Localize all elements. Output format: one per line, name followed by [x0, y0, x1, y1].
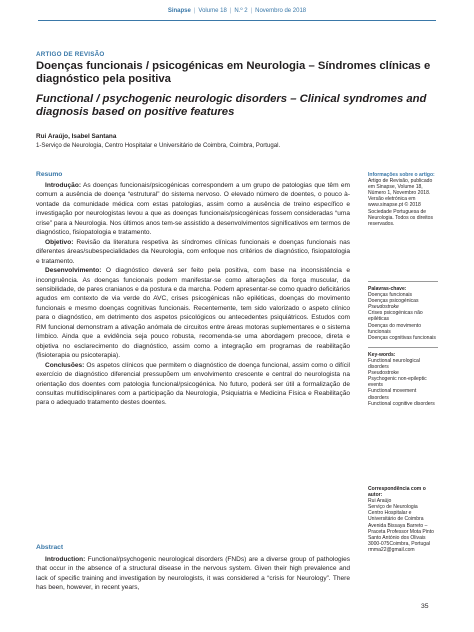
journal-volume: Volume 18: [198, 8, 227, 14]
keywords-box: [368, 275, 438, 407]
paragraph-lead: Desenvolvimento:: [45, 267, 102, 275]
resumo-body: [36, 181, 350, 408]
keyword-pt: Doenças do movimento funcionais: [368, 322, 422, 335]
keyword-en: Functional cognitive disorders: [368, 400, 435, 407]
sidebar-divider: [368, 281, 438, 282]
keyword-en: Functional neurological disorders: [368, 357, 420, 371]
running-head: Sinapse | Volume 18 | N.º 2 | Novembro de 2018: [167, 8, 307, 14]
keyword-pt: Doenças funcionais: [368, 292, 413, 299]
keyword-en: Functional movement disorders: [368, 388, 417, 401]
paragraph-text: O diagnóstico deverá ser feito pela positiva, com base na inconsistência e incongruência. As doenças funcionais podem manifestar-se como alterações da força muscular, da sensibilidade, de pares cranianos e da postura e da marcha. Podem apresentar-se como quadro deficitários agudos em contexto de via verde do AVC, crises psicogénicas não epiléticas, doenças do movimento funcionais e mesmo doenças cognitivas funcionais. Recentemente, tem sido valorizado o aspeto clínico para o diagnóstico, em detrimento dos aspetos psicológicos ou antecedentes psiquiátricos. Estudos com RM funcional demonstram a ativação anómala de circuitos entre áreas motoras suplementares e o sistema límbico. Ainda que a evidência seja pouco robusta, recomenda-se uma abordagem precoce, direta e objetiva no esclarecimento do diagnóstico, assim como a integração em programas de reabilitação (fisioterapia ou psicoterapia).: [36, 267, 350, 360]
resumo-paragraph-desenvolvimento: [36, 266, 350, 361]
keyword-pt: Doenças cognitivas funcionais: [368, 334, 436, 341]
correspondence-line: 3000-075Coimbra, Portugal: [368, 540, 431, 547]
abstract-paragraph-introduction: [36, 555, 350, 593]
page-number: 35: [421, 603, 429, 610]
resumo-paragraph-conclusoes: [36, 361, 350, 408]
resumo-paragraph-objetivo: [36, 238, 350, 266]
paragraph-text: Functional/psychogenic neurological disorders (FNDs) are a diverse group of pathologies that occur in the absence of a structural disease in the nervous system. Given their high prevalence and lack of specific training and investigation by neurologists, it was considered a “crisis for Neurology”. There has been, however, in recent years,: [36, 556, 350, 592]
header-divider: [38, 20, 436, 21]
correspondence-line: Centro Hospitalar e: [368, 510, 412, 517]
keyword-en: Pseudostroke: [368, 370, 399, 377]
journal-date: Novembro de 2018: [255, 8, 307, 14]
keywords-pt-title: Palavras-chave:: [368, 286, 407, 292]
correspondence-line: Avenida Bissaya Barreto –: [368, 522, 428, 529]
correspondence-line: Rui Araújo: [368, 498, 392, 505]
paragraph-lead: Conclusões:: [45, 361, 85, 369]
article-title-en: Functional / psychogenic neurologic disorders – Clinical syndromes and diagnosis based on positive features: [36, 93, 427, 119]
keyword-pt: Doenças psicogénicas: [368, 298, 419, 305]
article-title-pt: Doenças funcionais / psicogénicas em Neurologia – Síndromes clínicas e diagnóstico pela positiva: [36, 60, 431, 86]
abstract-body: [36, 555, 350, 593]
journal-name: Sinapse: [167, 8, 191, 14]
correspondence-title: Correspondência com o autor:: [368, 486, 426, 499]
correspondence-line: Praceta Professor Mota Pinto: [368, 528, 434, 535]
section-label: ARTIGO DE REVISÃO: [36, 51, 105, 58]
paragraph-text: Revisão da literatura respetiva às síndromes clínicas funcionais e doenças funcionais nas diferentes áreas/subespecialidades da Neurologia, com enfoque nos critérios de diagnóstico, fisiopatologia e tratamento.: [36, 238, 350, 265]
resumo-heading: Resumo: [36, 171, 63, 178]
correspondence-line: Serviço de Neurologia: [368, 504, 418, 511]
authors: Rui Araújo, Isabel Santana: [36, 133, 117, 140]
affiliation: 1-Serviço de Neurologia, Centro Hospitalar e Universitário de Coimbra, Coimbra, Portugal.: [36, 142, 281, 149]
paragraph-text: As doenças funcionais/psicogénicas correspondem a um grupo de patologias que têm em comum a ausência de doença “estrutural” do sistema nervoso. O elevado número de doentes, o pouco à-vontade da comunidade médica com estas patologias, assim como a ausência de treino específico e investigação por neurologistas levou a que as doenças funcionais/psicogénicas fossem consideradas “uma crise” para a Neurologia. Nos últimos anos tem-se assistido a desenvolvimentos significativos em termos de diagnóstico, fisiopatologia e tratamento.: [36, 182, 350, 237]
article-info-box: [368, 172, 438, 227]
paragraph-text: Os aspetos clínicos que permitem o diagnóstico de doença funcional, assim como o difícil exercício de diagnóstico diferencial pressupõem um envolvimento crescente e central do neurologista na orientação dos doentes com patologia funcional/psicogénica. No futuro, poderá ser útil a formalização de consultas multidisciplinares com a participação da Neurologia, Psiquiatria e Medicina Física e Reabilitação para o adequado tratamento destes doentes.: [36, 361, 350, 407]
article-info-title: Informações sobre o artigo:: [368, 172, 435, 178]
journal-number: N.º 2: [234, 8, 248, 14]
paragraph-lead: Introduction:: [45, 556, 86, 563]
resumo-paragraph-introducao: [36, 181, 350, 238]
sidebar-divider: [368, 347, 438, 348]
correspondence-line: Universitário de Coimbra: [368, 516, 424, 523]
paragraph-lead: Objetivo:: [45, 238, 74, 246]
paragraph-lead: Introdução:: [45, 182, 82, 189]
correspondence-line: Santo António dos Olivais: [368, 534, 426, 541]
keyword-pt: Pseudostroke: [368, 304, 399, 311]
correspondence-box: [368, 486, 438, 553]
keyword-en: Psychogenic non-epileptic events: [368, 376, 427, 389]
correspondence-email: rmma22@gmail.com: [368, 546, 415, 553]
keywords-en-title: Key-words:: [368, 351, 396, 358]
abstract-heading: Abstract: [36, 544, 64, 551]
keyword-pt: Crises psicogénicas não epiléticas: [368, 310, 423, 323]
article-info-text: Artigo de Revisão, publicado em Sinapse, Volume 18, Número 1, Novembro 2018. Versão eletrónica em www.sinapse.pt © 2018 Sociedade Portuguesa de Neurologia. Todos os direitos reservados.: [368, 178, 433, 227]
